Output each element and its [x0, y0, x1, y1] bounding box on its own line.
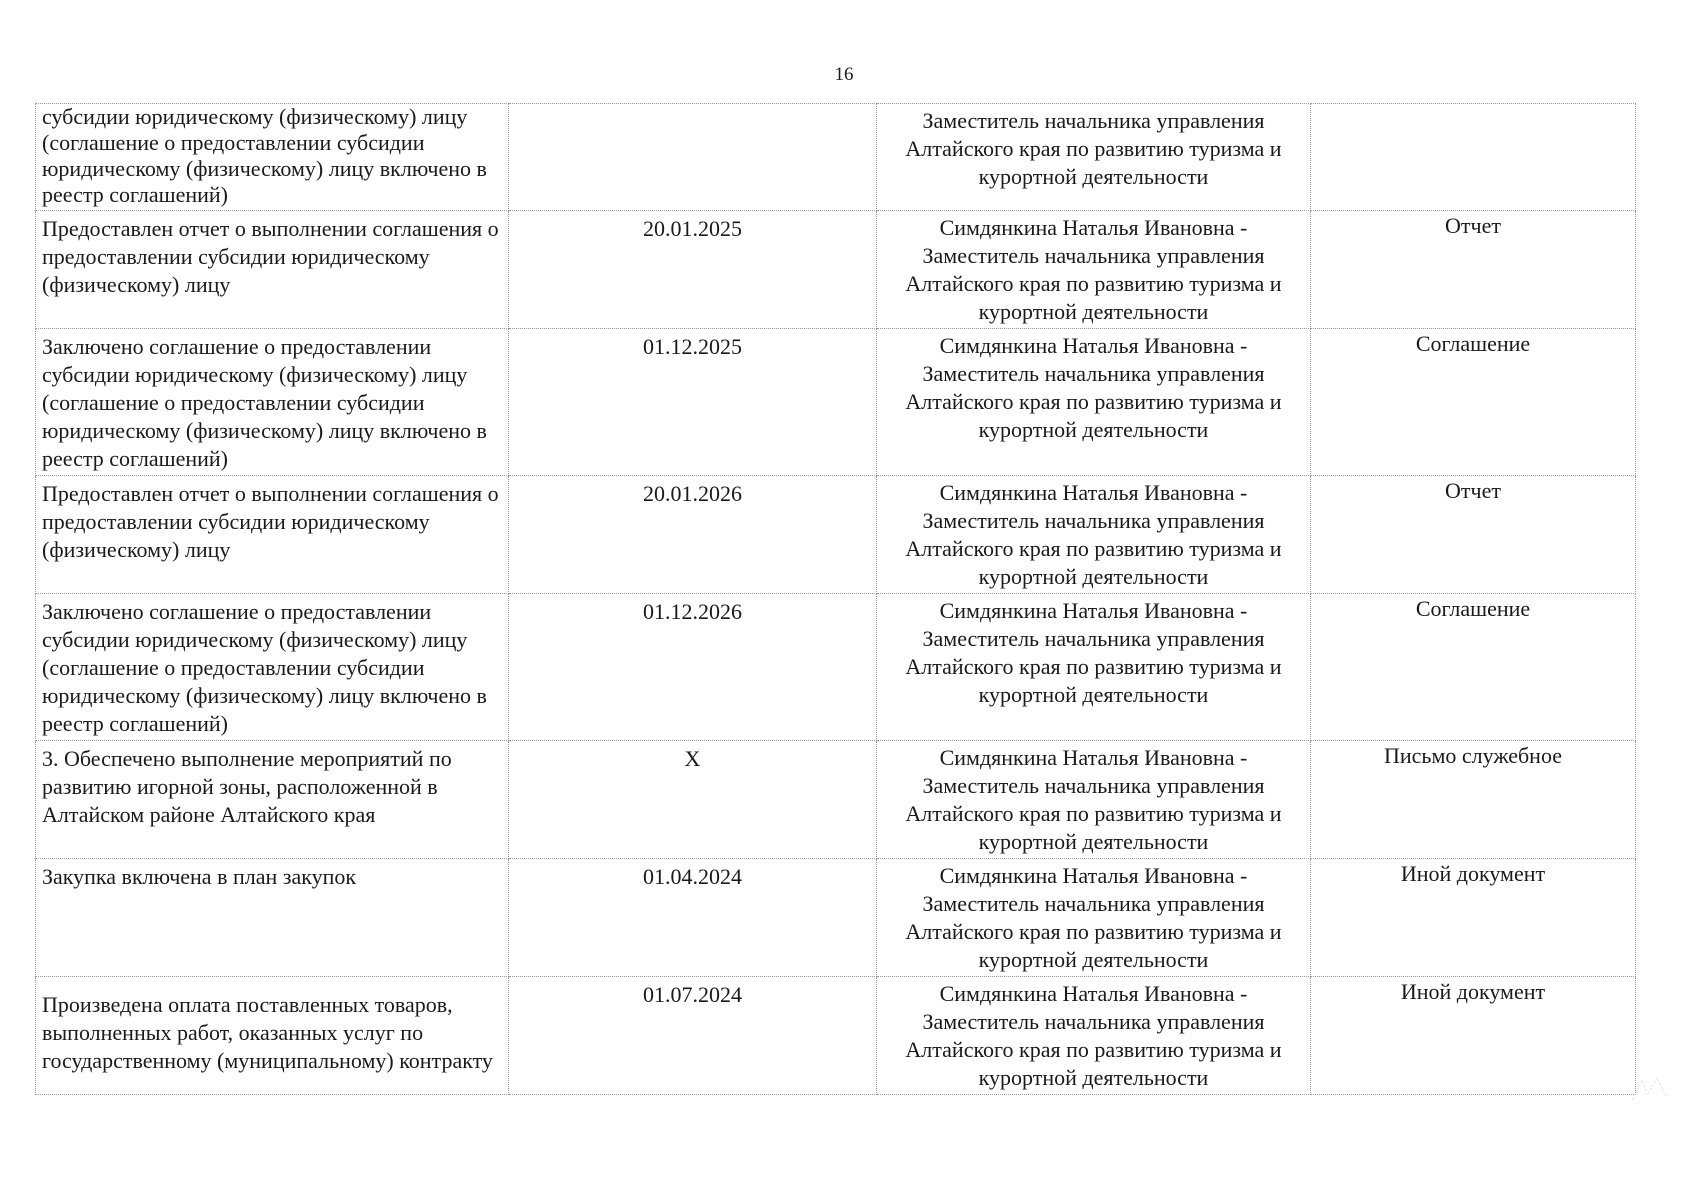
- date-cell: 20.01.2026: [509, 476, 877, 594]
- scan-artifact: [1627, 1070, 1677, 1110]
- date-cell: 01.12.2026: [509, 594, 877, 741]
- responsible-cell: Симдянкина Наталья Ивановна - Заместитель начальника управления Алтайского края по развитию туризма и курортной деятельности: [877, 476, 1311, 594]
- table-row: [36, 476, 1636, 594]
- result-cell: Предоставлен отчет о выполнении соглашения о предоставлении субсидии юридическому (физическому) лицу: [36, 476, 509, 594]
- document-cell: Отчет: [1311, 476, 1636, 594]
- responsible-cell: Симдянкина Наталья Ивановна - Заместитель начальника управления Алтайского края по развитию туризма и курортной деятельности: [877, 977, 1311, 1095]
- document-cell: Письмо служебное: [1311, 741, 1636, 859]
- responsible-cell: Симдянкина Наталья Ивановна - Заместитель начальника управления Алтайского края по развитию туризма и курортной деятельности: [877, 741, 1311, 859]
- date-cell: 01.04.2024: [509, 859, 877, 977]
- table-row: [36, 104, 1636, 211]
- table-row: [36, 977, 1636, 1095]
- result-cell: Заключено соглашение о предоставлении субсидии юридическому (физическому) лицу (соглашение о предоставлении субсидии юридическому (физическому) лицу включено в реестр соглашений): [36, 329, 509, 476]
- date-cell: 20.01.2025: [509, 211, 877, 329]
- responsible-cell: Симдянкина Наталья Ивановна - Заместитель начальника управления Алтайского края по развитию туризма и курортной деятельности: [877, 859, 1311, 977]
- date-cell: [509, 104, 877, 211]
- result-cell: Закупка включена в план закупок: [36, 859, 509, 977]
- date-cell: 01.12.2025: [509, 329, 877, 476]
- document-cell: [1311, 104, 1636, 211]
- result-cell: Произведена оплата поставленных товаров, выполненных работ, оказанных услуг по государственному (муниципальному) контракту: [36, 977, 509, 1095]
- document-cell: Иной документ: [1311, 977, 1636, 1095]
- date-cell: X: [509, 741, 877, 859]
- table-row: [36, 741, 1636, 859]
- result-cell: Предоставлен отчет о выполнении соглашения о предоставлении субсидии юридическому (физическому) лицу: [36, 211, 509, 329]
- page-number: 16: [834, 64, 854, 85]
- responsible-cell: Симдянкина Наталья Ивановна - Заместитель начальника управления Алтайского края по развитию туризма и курортной деятельности: [877, 594, 1311, 741]
- table-row: [36, 594, 1636, 741]
- result-cell: Заключено соглашение о предоставлении субсидии юридическому (физическому) лицу (соглашение о предоставлении субсидии юридическому (физическому) лицу включено в реестр соглашений): [36, 594, 509, 741]
- control-points-table: [35, 103, 1636, 1095]
- responsible-cell: Симдянкина Наталья Ивановна - Заместитель начальника управления Алтайского края по развитию туризма и курортной деятельности: [877, 329, 1311, 476]
- table-row: [36, 329, 1636, 476]
- date-cell: 01.07.2024: [509, 977, 877, 1095]
- table-row: [36, 859, 1636, 977]
- result-cell: субсидии юридическому (физическому) лицу (соглашение о предоставлении субсидии юридическому (физическому) лицу включено в реестр соглашений): [36, 104, 509, 211]
- document-cell: Соглашение: [1311, 594, 1636, 741]
- document-cell: Соглашение: [1311, 329, 1636, 476]
- table-row: [36, 211, 1636, 329]
- responsible-cell: Заместитель начальника управления Алтайского края по развитию туризма и курортной деятельности: [877, 104, 1311, 211]
- document-cell: Иной документ: [1311, 859, 1636, 977]
- responsible-cell: Симдянкина Наталья Ивановна - Заместитель начальника управления Алтайского края по развитию туризма и курортной деятельности: [877, 211, 1311, 329]
- document-cell: Отчет: [1311, 211, 1636, 329]
- result-cell: 3. Обеспечено выполнение мероприятий по развитию игорной зоны, расположенной в Алтайском районе Алтайского края: [36, 741, 509, 859]
